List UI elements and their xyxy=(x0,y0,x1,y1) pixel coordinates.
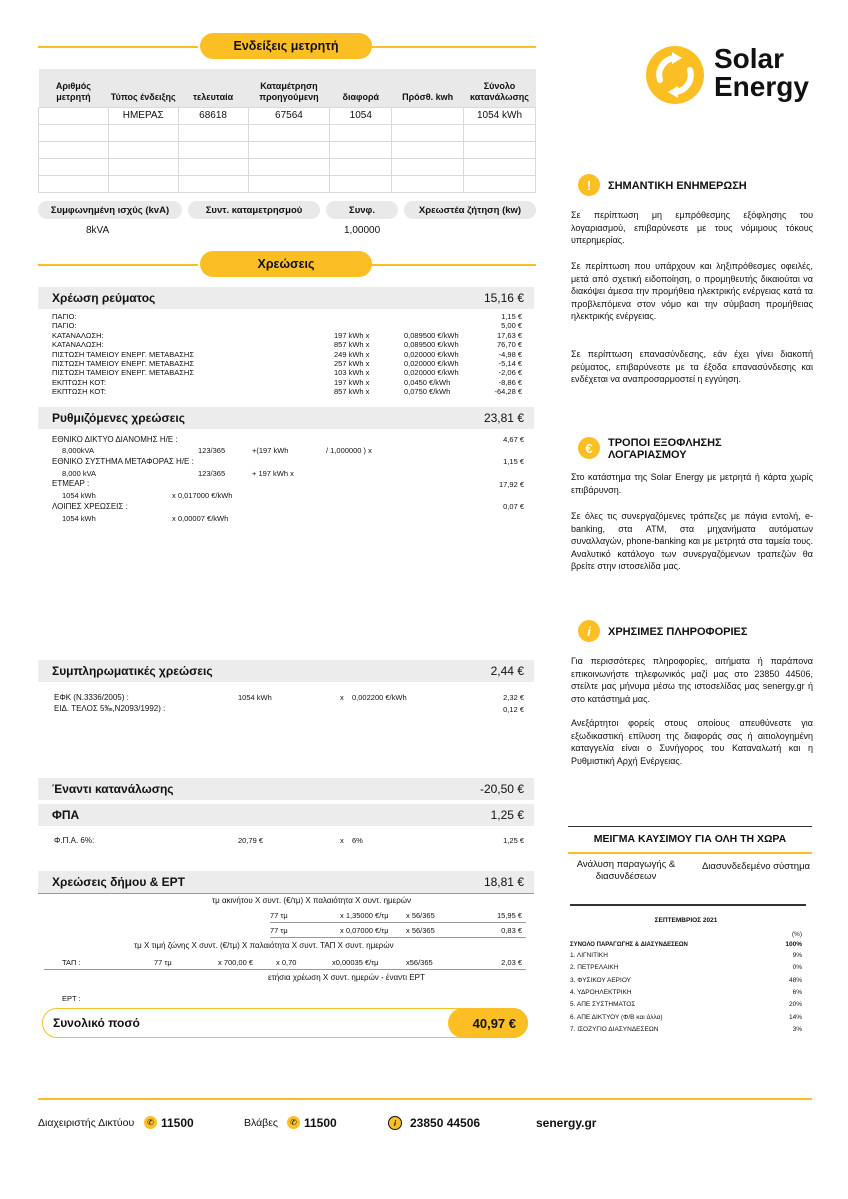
energy-row-rate: 0,020000 €/kWh xyxy=(404,368,459,378)
energy-row-amount: 1,15 € xyxy=(501,312,522,321)
meter-col-previous: Καταμέτρηση προηγούμενη xyxy=(248,69,330,107)
municipal-formula-area: τμ ακινήτου X συντ. (€/τμ) X παλαιότητα X συντ. ημερών xyxy=(212,896,412,905)
energy-row-label: ΕΚΠΤΩΣΗ ΚΟΤ: xyxy=(52,387,107,397)
municipal-tap-days: x56/365 xyxy=(406,958,433,967)
energy-row-label: ΠΙΣΤΩΣΗ ΤΑΜΕΙΟΥ ΕΝΕΡΓ. ΜΕΤΑΒΑΣΗΣ xyxy=(52,359,194,368)
vat-title: ΦΠΑ xyxy=(52,808,80,822)
contract-demand-label: Χρεωστέα ζήτηση (kw) xyxy=(404,201,536,219)
municipal-tap-area: 77 τμ xyxy=(154,958,172,967)
energy-row-qty: 103 kWh x xyxy=(334,368,370,378)
meter-col-last: τελευταία xyxy=(178,69,248,107)
municipal-r2-amount: 0,83 € xyxy=(501,926,522,935)
regulated-etmear-rate: x 0,017000 €/kWh xyxy=(172,491,233,500)
regulated-section-header xyxy=(38,407,534,429)
brand-name-line1: Solar xyxy=(714,43,785,74)
warning-icon: ! xyxy=(578,174,600,196)
fuelmix-row-label: 7. ΙΣΟΖΥΓΙΟ ΔΙΑΣΥΝΔΕΣΕΩΝ xyxy=(570,1025,659,1033)
against-title: Έναντι κατανάλωσης xyxy=(52,782,174,796)
fuelmix-row-value: 14% xyxy=(788,1013,802,1021)
fuelmix-row-label: 2. ΠΕΤΡΕΛΑΙΚΗ xyxy=(570,964,619,972)
euro-icon: € xyxy=(578,437,600,459)
info-title: ΧΡΗΣΙΜΕΣ ΠΛΗΡΟΦΟΡΙΕΣ xyxy=(608,626,748,638)
regulated-transmission-kwh: + 197 kWh x xyxy=(252,469,294,478)
regulated-other-rate: x 0,00007 €/kWh xyxy=(172,514,229,523)
energy-row-amount: 76,70 € xyxy=(496,340,522,350)
energy-row-amount: -4,98 € xyxy=(498,349,522,359)
municipal-amount: 18,81 € xyxy=(483,875,524,889)
regulated-other: ΛΟΙΠΕΣ ΧΡΕΩΣΕΙΣ : xyxy=(52,502,128,511)
municipal-rule xyxy=(38,893,534,894)
energy-row-qty: 249 kWh x xyxy=(334,349,370,359)
fuelmix-row-value: 9% xyxy=(792,952,802,959)
meter-col-number: Αριθμός μετρητή xyxy=(39,69,109,107)
energy-row-qty: 197 kWh x xyxy=(334,330,370,340)
vat-amount: 1,25 € xyxy=(490,808,524,822)
energy-row-amount: 17,63 € xyxy=(496,330,522,340)
footer-rule xyxy=(38,1098,812,1100)
charges-rule-left xyxy=(38,264,198,266)
meter-row-empty xyxy=(39,158,536,175)
municipal-r1-days: x 56/365 xyxy=(406,911,435,920)
energy-row-label: ΠΑΓΙΟ: xyxy=(52,321,77,331)
fuelmix-row-label: 1. ΛΙΓΝΙΤΙΚΗ xyxy=(570,952,608,959)
notice-p2: Σε περίπτωση που υπάρχουν και ληξιπρόθεσμες οφειλές, μετά από σχετική ειδοποίηση, ο προμηθευτής δικαιούται να διακόψει άμεσα την προμήθεια ηλεκτρικής ενέργειας κατά τα προβλεπόμενα στον νόμο και την σύμβαση προμήθειας ηλεκτρικής ενέργειας. xyxy=(571,261,813,321)
regulated-network-amount: 4,67 € xyxy=(503,435,524,444)
fuelmix-row-label: 6. ΑΠΕ ΔΙΚΤΥΟΥ (Φ/Β και άλλα) xyxy=(570,1013,663,1021)
regulated-etmear: ΕΤΜΕΑΡ : xyxy=(52,479,90,488)
municipal-r2-area: 77 τμ xyxy=(270,926,288,935)
footer-faults-phone: 11500 xyxy=(304,1116,337,1130)
fuelmix-col2: Διασυνδεδεμένο σύστημα xyxy=(701,861,811,872)
supplementary-efk-x: x xyxy=(340,693,344,702)
municipal-r1-amount: 15,95 € xyxy=(496,911,522,920)
contract-power-value: 8kVA xyxy=(86,225,110,236)
regulated-transmission-days: 123/365 xyxy=(198,469,226,478)
info-p1: Για περισσότερες πληροφορίες, αιτήματα ή παράπονα επικοινωνήστε τηλεφωνικός μαζί μας στο 23850 44506, στείλτε μας μήνυμα μέσω της ιστοσελίδας μας senergy.gr ή στο κατάστημά μας. xyxy=(571,656,813,704)
fuelmix-col1: Ανάλυση παραγωγής & διασυνδέσεων xyxy=(576,859,676,882)
footer-info-phone: 23850 44506 xyxy=(410,1116,481,1130)
energy-row-rate: 0,0750 €/kWh xyxy=(404,387,451,397)
energy-row-label: ΠΑΓΙΟ: xyxy=(52,312,77,321)
against-amount: -20,50 € xyxy=(479,782,524,796)
meter-col-total: Σύνολο κατανάλωσης xyxy=(464,69,536,107)
energy-row-label: ΚΑΤΑΝΑΛΩΣΗ: xyxy=(52,330,104,340)
energy-amount: 15,16 € xyxy=(483,291,524,305)
fuelmix-row-value: 48% xyxy=(788,976,802,984)
fuelmix-period: ΣΕΠΤΕΜΒΡΙΟΣ 2021 xyxy=(654,917,718,924)
fuelmix-col-rule xyxy=(570,904,806,906)
regulated-transmission-amount: 1,15 € xyxy=(503,457,524,466)
total-amount: 40,97 € xyxy=(472,1015,516,1031)
municipal-tap-coef: x 0,70 xyxy=(276,958,297,967)
vat-x: x xyxy=(340,836,344,845)
municipal-tap-rate: x0,00035 €/τμ xyxy=(332,958,379,967)
energy-row-qty: 257 kWh x xyxy=(334,359,370,368)
municipal-r2-days: x 56/365 xyxy=(406,926,435,935)
contract-meter-coef-label: Συντ. καταμετρησμού xyxy=(188,201,320,219)
solar-energy-logo-icon xyxy=(644,44,706,106)
notice-p1: Σε περίπτωση μη εμπρόθεσμης εξόφλησης του λογαριασμού, επιβαρύνεστε με τους νόμιμους τόκους υπερημερίας. xyxy=(571,210,813,245)
municipal-r1-area: 77 τμ xyxy=(270,911,288,920)
municipal-tap-amount: 2,03 € xyxy=(501,958,522,967)
municipal-ert-label: ΕΡΤ : xyxy=(62,994,81,1003)
phone-icon: ✆ xyxy=(287,1116,300,1129)
regulated-other-amount: 0,07 € xyxy=(503,502,524,511)
energy-row-qty: 857 kWh x xyxy=(334,387,370,397)
contract-power-label: Συμφωνημένη ισχύς (kvA) xyxy=(38,201,182,219)
energy-row-qty: 197 kWh x xyxy=(334,377,370,387)
municipal-r1-rule xyxy=(270,922,526,923)
fuelmix-total-label: ΣΥΝΟΛΟ ΠΑΡΑΓΩΓΗΣ & ΔΙΑΣΥΝΔΕΣΕΩΝ xyxy=(570,942,688,948)
meter-row: ΗΜΕΡΑΣ 68618 67564 1054 1054 kWh xyxy=(39,107,536,124)
total-label: Συνολικό ποσό xyxy=(53,1016,140,1030)
regulated-network-kva: 8,000kVA xyxy=(62,446,94,455)
energy-row-label: ΠΙΣΤΩΣΗ ΤΑΜΕΙΟΥ ΕΝΕΡΓ. ΜΕΤΑΒΑΣΗΣ xyxy=(52,368,194,378)
payment-title-line1: ΤΡΟΠΟΙ ΕΞΟΦΛΗΣΗΣ xyxy=(608,437,722,449)
payment-title-line2: ΛΟΓΑΡΙΑΣΜΟΥ xyxy=(608,449,687,461)
meter-row-empty xyxy=(39,141,536,158)
fuelmix-row-label: 5. ΑΠΕ ΣΥΣΤΗΜΑΤΟΣ xyxy=(570,1001,636,1009)
municipal-formula-tap: τμ X τιμή ζώνης X συντ. (€/τμ) X παλαιότητα X συντ. ΤΑΠ X συντ. ημερών xyxy=(134,941,394,950)
fuelmix-row-label: 4. ΥΔΡΟΗΛΕΚΤΡΙΚΗ xyxy=(570,988,632,996)
supplementary-special-fee-amount: 0,12 € xyxy=(503,705,524,714)
notice-title: ΣΗΜΑΝΤΙΚΗ ΕΝΗΜΕΡΩΣΗ xyxy=(608,180,747,192)
meter-table xyxy=(38,69,536,193)
regulated-transmission: ΕΘΝΙΚΟ ΣΥΣΤΗΜΑ ΜΕΤΑΦΟΡΑΣ Η/Ε : xyxy=(52,457,194,466)
fuelmix-row-label: 3. ΦΥΣΙΚΟΥ ΑΕΡΙΟΥ xyxy=(570,976,632,984)
supplementary-title: Συμπληρωματικές χρεώσεις xyxy=(52,664,213,678)
charges-title: Χρεώσεις xyxy=(200,251,372,277)
fuelmix-top-rule xyxy=(568,826,812,827)
regulated-etmear-kwh: 1054 kWh xyxy=(62,491,96,500)
fuelmix-unit: (%) xyxy=(791,931,802,938)
meter-row-empty xyxy=(39,175,536,192)
energy-row-rate: 0,089500 €/kWh xyxy=(404,330,459,340)
payment-p1: Στο κατάστημα της Solar Energy με μετρητά ή κάρτα χωρίς επιβάρυνση. xyxy=(571,472,813,495)
vat-base: 20,79 € xyxy=(238,836,264,845)
regulated-network-coef: / 1,000000 ) x xyxy=(326,446,372,455)
supplementary-efk-rate: 0,002200 €/kWh xyxy=(352,693,407,702)
total-amount-pill xyxy=(448,1008,528,1038)
supplementary-efk: ΕΦΚ (Ν.3336/2005) : xyxy=(54,693,129,702)
fuelmix-total-value: 100% xyxy=(785,941,802,948)
regulated-other-kwh: 1054 kWh xyxy=(62,514,96,523)
footer-operator-phone: 11500 xyxy=(161,1116,194,1130)
payment-p2: Σε όλες τις συνεργαζόμενες τράπεζες με πάγια εντολή, e-banking, στα ATM, στα μηχανήματα αυτόματων συναλλαγών, phone-banking και με μετρητά στα ταμεία τους. Αναλυτικό κατάλογο των συνεργαζόμενων τραπεζών θα βρείτε στην ιστοσελίδα μας. xyxy=(571,511,813,571)
regulated-etmear-amount: 17,92 € xyxy=(498,480,524,489)
energy-row-amount: -8,86 € xyxy=(498,377,522,387)
brand-name-line2: Energy xyxy=(714,71,809,102)
supplementary-efk-amount: 2,32 € xyxy=(503,693,524,702)
regulated-title: Ρυθμιζόμενες χρεώσεις xyxy=(52,411,185,425)
meter-rule-right xyxy=(372,46,536,48)
info-p2: Ανεξάρτητοι φορείς στους οποίους απευθύνεστε για εξωδικαστική επίλυση της διαφοράς σας ή αιτιολογημένη καταγγελία είναι ο Συνήγορος του Καταναλωτή και η Ρυθμιστική Αρχή Ενέργειας. xyxy=(571,718,813,766)
meter-title: Ενδείξεις μετρητή xyxy=(200,33,372,59)
supplementary-section-header xyxy=(38,660,534,682)
energy-row-qty: 857 kWh x xyxy=(334,340,370,350)
energy-row-amount: -5,14 € xyxy=(498,359,522,368)
footer-operator-label: Διαχειριστής Δικτύου xyxy=(38,1117,135,1129)
fuelmix-row-value: 20% xyxy=(788,1001,802,1009)
municipal-tap-rule xyxy=(44,969,526,970)
municipal-r1-rate: x 1,35000 €/τμ xyxy=(340,911,389,920)
supplementary-amount: 2,44 € xyxy=(490,664,524,678)
info-icon: i xyxy=(578,620,600,642)
vat-section-header xyxy=(38,804,534,826)
fuelmix-row-value: 3% xyxy=(792,1025,802,1033)
contract-cosphi-value: 1,00000 xyxy=(344,225,381,236)
energy-section-header xyxy=(38,287,534,309)
regulated-transmission-kva: 8,000 kVA xyxy=(62,469,97,478)
energy-row-rate: 0,020000 €/kWh xyxy=(404,349,459,359)
energy-row-amount: -2,06 € xyxy=(498,368,522,378)
fuelmix-row-value: 0% xyxy=(792,964,802,972)
meter-rule-left xyxy=(38,46,198,48)
meter-col-extra: Πρόσθ. kwh xyxy=(392,69,464,107)
municipal-tap-zone: x 700,00 € xyxy=(218,958,254,967)
info-icon: i xyxy=(388,1116,402,1130)
regulated-amount: 23,81 € xyxy=(483,411,524,425)
against-section-header xyxy=(38,778,534,800)
municipal-r2-rate: x 0,07000 €/τμ xyxy=(340,926,389,935)
footer-site: senergy.gr xyxy=(536,1116,597,1130)
charges-rule-right xyxy=(372,264,536,266)
meter-col-type: Τύπος ένδειξης xyxy=(108,69,178,107)
municipal-tap-label: ΤΑΠ : xyxy=(62,958,81,967)
footer-faults-label: Βλάβες xyxy=(244,1117,278,1129)
regulated-network: ΕΘΝΙΚΟ ΔΙΚΤΥΟ ΔΙΑΝΟΜΗΣ Η/Ε : xyxy=(52,435,178,444)
phone-icon: ✆ xyxy=(144,1116,157,1129)
energy-row-amount: 5,00 € xyxy=(501,321,522,331)
energy-row-rate: 0,089500 €/kWh xyxy=(404,340,459,350)
municipal-title: Χρεώσεις δήμου & ΕΡΤ xyxy=(52,875,186,889)
notice-p3: Σε περίπτωση επανασύνδεσης, εάν έχει γίνει διακοπή ρεύματος, επιβαρύνεστε με τα έξοδα επανασύνδεσης και ενδέχεται να αναπροσαρμοστεί η εγγύηση. xyxy=(571,349,813,384)
energy-row-label: ΠΙΣΤΩΣΗ ΤΑΜΕΙΟΥ ΕΝΕΡΓ. ΜΕΤΑΒΑΣΗΣ xyxy=(52,349,194,359)
municipal-r2-rule xyxy=(270,937,526,938)
vat-rate: 6% xyxy=(352,836,363,845)
regulated-network-days: 123/365 xyxy=(198,446,226,455)
meter-col-diff: διαφορά xyxy=(330,69,392,107)
fuelmix-row-value: 6% xyxy=(792,988,802,996)
energy-row-label: ΚΑΤΑΝΑΛΩΣΗ: xyxy=(52,340,104,350)
meter-row-empty xyxy=(39,124,536,141)
municipal-formula-ert: ετήσια χρέωση X συντ. ημερών - έναντι ΕΡΤ xyxy=(268,973,425,982)
energy-row-label: ΕΚΠΤΩΣΗ ΚΟΤ: xyxy=(52,377,107,387)
energy-row-rate: 0,020000 €/kWh xyxy=(404,359,459,368)
supplementary-efk-kwh: 1054 kWh xyxy=(238,693,272,702)
supplementary-special-fee: ΕΙΔ. ΤΕΛΟΣ 5‰,Ν2093/1992) : xyxy=(54,704,166,713)
municipal-section-header xyxy=(38,871,534,893)
fuelmix-yellow-rule xyxy=(568,852,812,854)
energy-row-rate: 0,0450 €/kWh xyxy=(404,377,451,387)
energy-row-amount: -64,28 € xyxy=(494,387,522,397)
vat-line-amount: 1,25 € xyxy=(503,836,524,845)
contract-cosphi-label: Συνφ. xyxy=(326,201,398,219)
energy-title: Χρέωση ρεύματος xyxy=(52,291,156,305)
vat-line: Φ.Π.Α. 6%: xyxy=(54,836,95,845)
fuelmix-title: ΜΕΙΓΜΑ ΚΑΥΣΙΜΟΥ ΓΙΑ ΟΛΗ ΤΗ ΧΩΡΑ xyxy=(593,833,787,845)
regulated-network-kwh: +(197 kWh xyxy=(252,446,289,455)
